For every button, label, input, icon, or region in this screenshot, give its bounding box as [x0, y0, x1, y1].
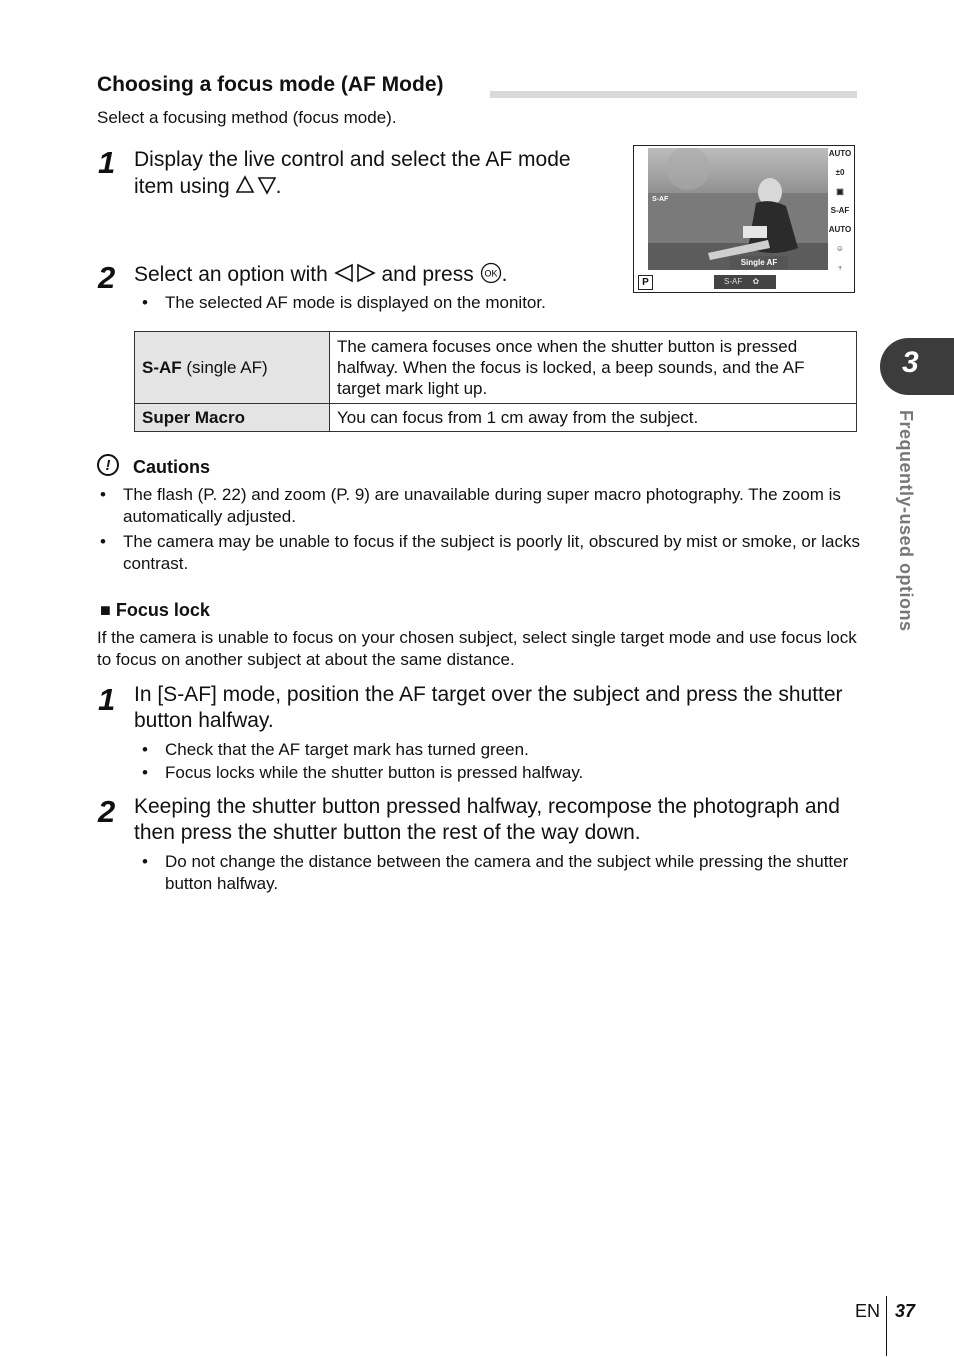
- step-a1-text: [134, 146, 614, 200]
- af-mode-icon: S-AF: [830, 206, 850, 215]
- metering-icon: ▣: [836, 187, 844, 196]
- table-cell-mode: [135, 404, 330, 432]
- macro-flower-icon: ✿: [752, 277, 760, 286]
- cautions-heading: Cautions: [133, 457, 211, 477]
- camera-icon-column: [828, 149, 852, 273]
- table-cell-mode: [135, 332, 330, 404]
- step-b1-number: 1: [98, 682, 116, 717]
- af-mode-table: [134, 331, 857, 432]
- chapter-side-label: Frequently-used options: [896, 410, 916, 632]
- step-b2-number: 2: [98, 794, 116, 829]
- camera-mode-indicator: P: [638, 275, 653, 290]
- step-a1-number: 1: [98, 145, 116, 180]
- step-a2-text-b: and press: [381, 263, 474, 286]
- step-a2-text: [134, 261, 614, 288]
- step-a1-period: .: [275, 175, 282, 198]
- iso-auto-icon: AUTO: [828, 225, 852, 234]
- footer-language: EN: [855, 1301, 881, 1321]
- focus-lock-heading: [100, 600, 210, 621]
- step-a2-bullet: • The selected AF mode is displayed on the monitor.: [142, 292, 645, 314]
- face-priority-icon: ☺: [835, 244, 845, 253]
- chapter-tab: [880, 338, 954, 395]
- step-a2-number: 2: [98, 260, 116, 295]
- table-cell-desc: The camera focuses once when the shutter button is pressed halfway. When the focus is locked, a beep sounds, and the AF target mark light up.: [330, 332, 857, 404]
- mode-name: Super Macro: [142, 408, 245, 427]
- section-title: Choosing a focus mode (AF Mode): [97, 73, 444, 96]
- focus-lock-heading-text: Focus lock: [115, 600, 210, 620]
- microphone-icon: ♆: [837, 263, 843, 272]
- step-b2-bullet: • Do not change the distance between the camera and the subject while pressing the shutter button halfway.: [142, 851, 885, 895]
- footer-divider: [886, 1296, 887, 1356]
- camera-preview-photo: [648, 148, 828, 270]
- step-b1-bullet: • Check that the AF target mark has turned green.: [142, 739, 865, 761]
- flash-comp-icon: ±0: [835, 168, 845, 177]
- camera-live-control-screen: [633, 145, 855, 293]
- ok-button-icon: [480, 262, 502, 284]
- camera-af-bar-label: S-AF: [724, 277, 743, 286]
- step-b1-text: In [S-AF] mode, position the AF target over the subject and press the shutter button halfway.: [134, 683, 843, 732]
- caution-item: • The camera may be unable to focus if the subject is poorly lit, obscured by mist or smoke, or lacks contrast.: [100, 531, 883, 575]
- step-b2-text: Keeping the shutter button pressed halfway, recompose the photograph and then press the shutter button the rest of the way down.: [134, 795, 840, 844]
- mode-name-extra: (single AF): [181, 358, 268, 377]
- camera-af-label-left: S-AF: [652, 196, 669, 203]
- chapter-number: 3: [902, 346, 919, 379]
- camera-af-option-bar: [714, 275, 776, 289]
- camera-single-af-banner: Single AF: [730, 256, 788, 269]
- table-cell-desc: You can focus from 1 cm away from the subject.: [330, 404, 857, 432]
- caution-icon: !: [97, 454, 119, 476]
- step-a2-period: .: [501, 263, 508, 286]
- caution-item: • The flash (P. 22) and zoom (P. 9) are unavailable during super macro photography. The zoom is automatically adjusted.: [100, 484, 883, 528]
- svg-text:OK: OK: [484, 268, 498, 279]
- page-number: 37: [895, 1301, 916, 1321]
- section-intro: Select a focusing method (focus mode).: [97, 108, 397, 127]
- step-b1-bullet: • Focus locks while the shutter button is pressed halfway.: [142, 762, 865, 784]
- square-bullet-icon: ■: [100, 600, 116, 620]
- section-title-rule: [490, 91, 857, 98]
- focus-lock-paragraph: If the camera is unable to focus on your chosen subject, select single target mode and use focus lock to focus on another subject at about the same distance.: [97, 628, 857, 669]
- table-row: [135, 332, 857, 404]
- step-a1-text-main: Display the live control and select the AF mode item using: [134, 148, 571, 198]
- table-row: [135, 404, 857, 432]
- step-a2-text-a: Select an option with: [134, 263, 328, 286]
- mode-name: S-AF: [142, 358, 182, 377]
- wb-auto-icon: AUTO: [828, 149, 852, 158]
- left-right-arrows-icon: [334, 263, 376, 283]
- up-down-arrows-icon: [236, 175, 276, 195]
